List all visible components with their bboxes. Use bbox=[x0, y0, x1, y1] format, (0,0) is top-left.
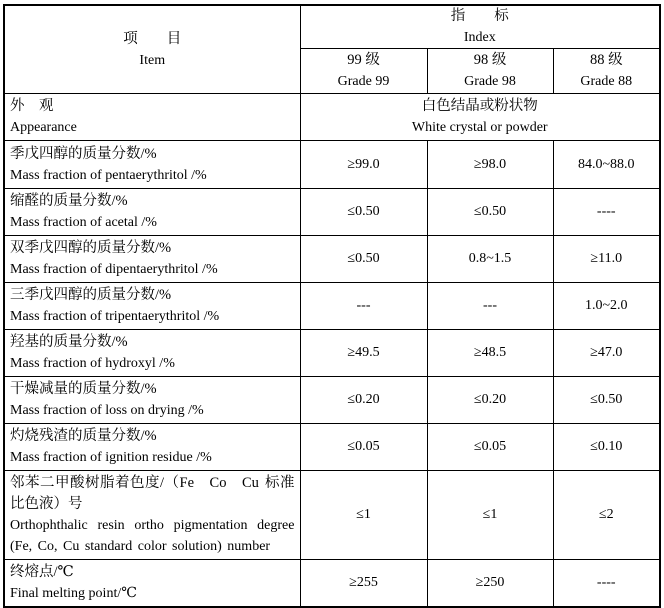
index-header-zh: 指 标 bbox=[450, 8, 509, 24]
header-cell-item bbox=[4, 5, 300, 94]
header-cell-grade-99 bbox=[300, 49, 427, 94]
item-cell-appearance bbox=[4, 94, 300, 141]
value-cell-grade99: ≥99.0 bbox=[300, 141, 427, 189]
grade-98-zh: 98 级 bbox=[473, 52, 507, 68]
value-cell-grade88: 1.0~2.0 bbox=[553, 283, 660, 330]
row-label-zh: 季戊四醇的质量分数/% bbox=[10, 145, 157, 162]
item-cell-pigmentation-degree bbox=[4, 471, 300, 560]
grade-88-zh: 88 级 bbox=[589, 52, 623, 68]
value-cell-grade98: ≤0.50 bbox=[427, 189, 553, 236]
header-cell-grade-98 bbox=[427, 49, 553, 94]
item-cell-tripentaerythritol bbox=[4, 283, 300, 330]
value-cell-grade98: ≥250 bbox=[427, 560, 553, 608]
value-cell-grade88: 84.0~88.0 bbox=[553, 141, 660, 189]
grade-99-en: Grade 99 bbox=[337, 74, 390, 89]
table-row-dipentaerythritol bbox=[4, 236, 660, 283]
value-cell-grade88: ≤0.10 bbox=[553, 424, 660, 471]
appearance-value-zh: 白色结晶或粉状物 bbox=[421, 98, 538, 114]
value-cell-grade98: ≤0.20 bbox=[427, 377, 553, 424]
table-row-acetal bbox=[4, 189, 660, 236]
row-label-zh: 终熔点/℃ bbox=[10, 564, 74, 580]
row-label-zh: 干燥减量的质量分数/% bbox=[10, 381, 157, 397]
value-cell-grade88: ≤2 bbox=[553, 471, 660, 560]
appearance-label-en: Appearance bbox=[10, 120, 77, 135]
grade-98-en: Grade 98 bbox=[464, 74, 516, 89]
table-row-hydroxyl bbox=[4, 330, 660, 377]
row-label-en: Orthophthalic resin ortho pigmentation degree (Fe, Co, Cu standard color solution) number bbox=[10, 518, 295, 554]
table-row-appearance bbox=[4, 94, 660, 141]
value-cell-grade88: ---- bbox=[553, 560, 660, 608]
value-cell-appearance bbox=[300, 94, 660, 141]
row-label-en: Mass fraction of hydroxyl /% bbox=[10, 356, 175, 371]
item-cell-final-melting-point bbox=[4, 560, 300, 608]
table-row-tripentaerythritol bbox=[4, 283, 660, 330]
row-label-zh: 邻苯二甲酸树脂着色度/（Fe Co Cu 标准比色液）号 bbox=[10, 475, 295, 512]
row-label-en: Final melting point/℃ bbox=[10, 586, 137, 601]
row-label-zh: 灼烧残渣的质量分数/% bbox=[10, 428, 157, 444]
appearance-label-zh: 外 观 bbox=[10, 98, 54, 114]
item-cell-hydroxyl bbox=[4, 330, 300, 377]
table-row-final-melting-point bbox=[4, 560, 660, 608]
row-label-en: Mass fraction of pentaerythritol /% bbox=[10, 167, 207, 183]
value-cell-grade98: 0.8~1.5 bbox=[427, 236, 553, 283]
value-cell-grade98: --- bbox=[427, 283, 553, 330]
grade-88-en: Grade 88 bbox=[580, 74, 633, 89]
header-cell-index bbox=[300, 5, 660, 49]
item-cell-loss-on-drying bbox=[4, 377, 300, 424]
value-cell-grade88: ≥47.0 bbox=[553, 330, 660, 377]
item-cell-pentaerythritol bbox=[4, 141, 300, 189]
item-header-zh: 项 目 bbox=[123, 30, 182, 47]
grade-99-zh: 99 级 bbox=[347, 52, 380, 68]
header-row-index bbox=[4, 5, 660, 49]
value-cell-grade99: ≤1 bbox=[300, 471, 427, 560]
row-label-en: Mass fraction of acetal /% bbox=[10, 215, 157, 230]
value-cell-grade88: ≥11.0 bbox=[553, 236, 660, 283]
table-row-loss-on-drying bbox=[4, 377, 660, 424]
row-label-en: Mass fraction of dipentaerythritol /% bbox=[10, 262, 218, 277]
value-cell-grade88: ≤0.50 bbox=[553, 377, 660, 424]
item-cell-dipentaerythritol bbox=[4, 236, 300, 283]
row-label-en: Mass fraction of tripentaerythritol /% bbox=[10, 309, 220, 324]
value-cell-grade99: --- bbox=[300, 283, 427, 330]
row-label-en: Mass fraction of ignition residue /% bbox=[10, 450, 212, 465]
spec-table bbox=[3, 4, 661, 608]
value-cell-grade99: ≥49.5 bbox=[300, 330, 427, 377]
item-cell-acetal bbox=[4, 189, 300, 236]
value-cell-grade99: ≤0.20 bbox=[300, 377, 427, 424]
value-cell-grade98: ≥48.5 bbox=[427, 330, 553, 377]
value-cell-grade88: ---- bbox=[553, 189, 660, 236]
value-cell-grade99: ≤0.05 bbox=[300, 424, 427, 471]
row-label-zh: 缩醛的质量分数/% bbox=[10, 193, 128, 209]
value-cell-grade98: ≤1 bbox=[427, 471, 553, 560]
appearance-value-en: White crystal or powder bbox=[411, 120, 548, 135]
value-cell-grade99: ≤0.50 bbox=[300, 236, 427, 283]
value-cell-grade99: ≥255 bbox=[300, 560, 427, 608]
item-cell-ignition-residue bbox=[4, 424, 300, 471]
value-cell-grade98: ≤0.05 bbox=[427, 424, 553, 471]
value-cell-grade99: ≤0.50 bbox=[300, 189, 427, 236]
table-row-pigmentation-degree bbox=[4, 471, 660, 560]
row-label-en: Mass fraction of loss on drying /% bbox=[10, 403, 204, 418]
value-cell-grade98: ≥98.0 bbox=[427, 141, 553, 189]
header-cell-grade-88 bbox=[553, 49, 660, 94]
row-label-zh: 三季戊四醇的质量分数/% bbox=[10, 287, 172, 303]
table-row-ignition-residue bbox=[4, 424, 660, 471]
index-header-en: Index bbox=[463, 30, 496, 45]
item-header-en: Item bbox=[139, 52, 166, 68]
table-row-pentaerythritol bbox=[4, 141, 660, 189]
row-label-zh: 羟基的质量分数/% bbox=[10, 334, 128, 350]
row-label-zh: 双季戊四醇的质量分数/% bbox=[10, 240, 172, 256]
